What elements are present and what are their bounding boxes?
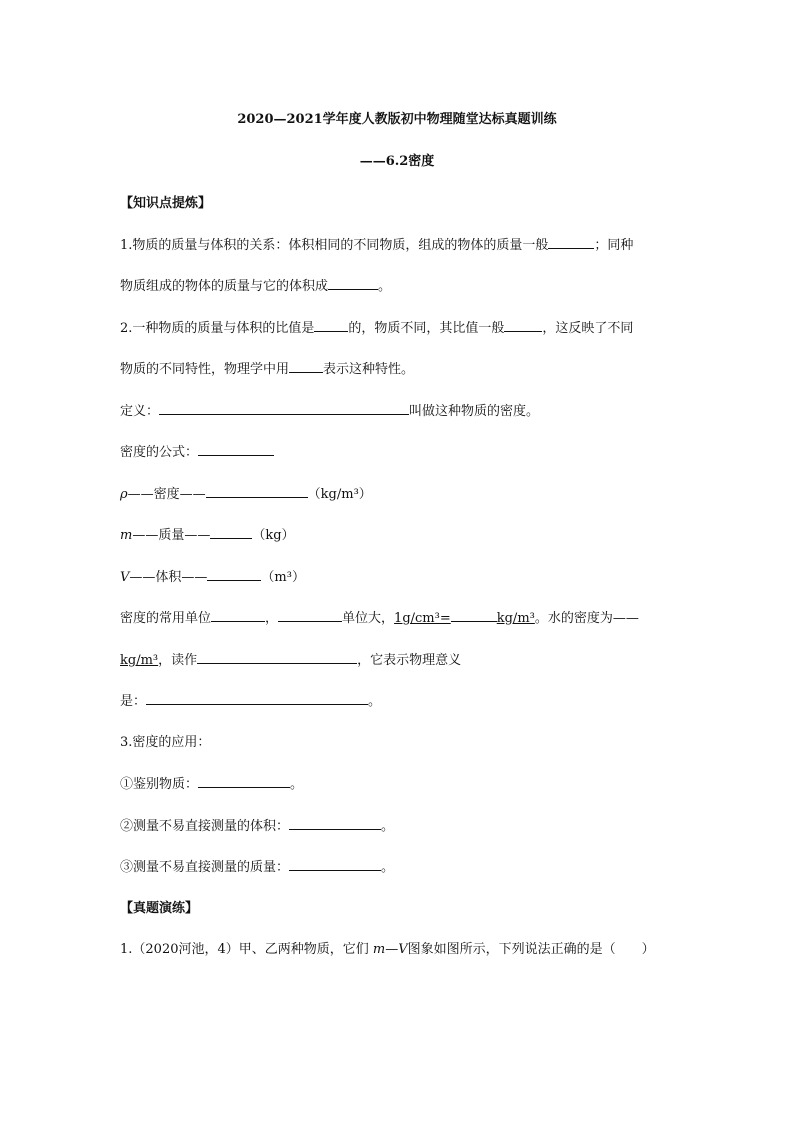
application-2: ②测量不易直接测量的体积： 。	[120, 819, 395, 834]
blank-2[interactable]	[328, 277, 378, 290]
blank-3[interactable]	[314, 319, 348, 332]
question-1: 1.（2020河池，4）甲、乙两种物质，它们 m—V图象如图所示，下列说法正确的是（ ）	[120, 942, 655, 957]
document-title: 2020—2021学年度人教版初中物理随堂达标真题训练	[237, 112, 557, 127]
mass-line: m——质量—— （kg）	[120, 528, 295, 543]
definition-line: 定义： 叫做这种物质的密度。	[120, 404, 540, 419]
application-title: 3.密度的应用：	[120, 735, 211, 750]
document-subtitle: ——6.2密度	[359, 154, 435, 169]
water-density-line: kg/m³，读作 ，它表示物理意义	[120, 653, 462, 668]
blank-4[interactable]	[504, 319, 542, 332]
volume-line: V——体积—— （m³）	[120, 570, 305, 585]
application-1: ①鉴别物质： 。	[120, 777, 304, 792]
blank-conversion[interactable]	[451, 609, 497, 622]
section-heading-knowledge: 【知识点提炼】	[120, 196, 212, 211]
paragraph-2-line-2: 物质的不同特性，物理学中用 表示这种特性。	[120, 362, 415, 377]
blank-definition[interactable]	[159, 402, 409, 415]
blank-volume[interactable]	[207, 568, 261, 581]
units-line: 密度的常用单位 ， 单位大，1g/cm³= kg/m³。水的密度为——	[120, 611, 639, 626]
blank-unit-2[interactable]	[278, 609, 342, 622]
formula-line: 密度的公式：	[120, 443, 680, 462]
paragraph-2-line-1: 2.一种物质的质量与体积的比值是 的，物质不同，其比值一般 ，这反映了不同	[120, 321, 634, 336]
blank-unit-1[interactable]	[211, 609, 265, 622]
blank-5[interactable]	[289, 360, 323, 373]
paragraph-1-line-1: 1.物质的质量与体积的关系：体积相同的不同物质，组成的物体的质量一般 ；同种	[120, 238, 634, 253]
blank-rho[interactable]	[206, 485, 308, 498]
application-3: ③测量不易直接测量的质量： 。	[120, 860, 395, 875]
blank-meaning[interactable]	[146, 692, 368, 705]
blank-app-3[interactable]	[289, 858, 381, 871]
section-heading-exam: 【真题演练】	[120, 901, 199, 916]
blank-reading[interactable]	[197, 651, 357, 664]
blank-formula[interactable]	[198, 443, 274, 456]
blank-app-2[interactable]	[289, 817, 381, 830]
meaning-line: 是： 。	[120, 694, 382, 709]
blank-mass[interactable]	[210, 526, 252, 539]
blank-app-1[interactable]	[198, 775, 290, 788]
rho-line: ρ——密度—— （kg/m³）	[120, 487, 372, 502]
paragraph-1-line-2: 物质组成的物体的质量与它的体积成 。	[120, 279, 392, 294]
blank-1[interactable]	[548, 236, 594, 249]
